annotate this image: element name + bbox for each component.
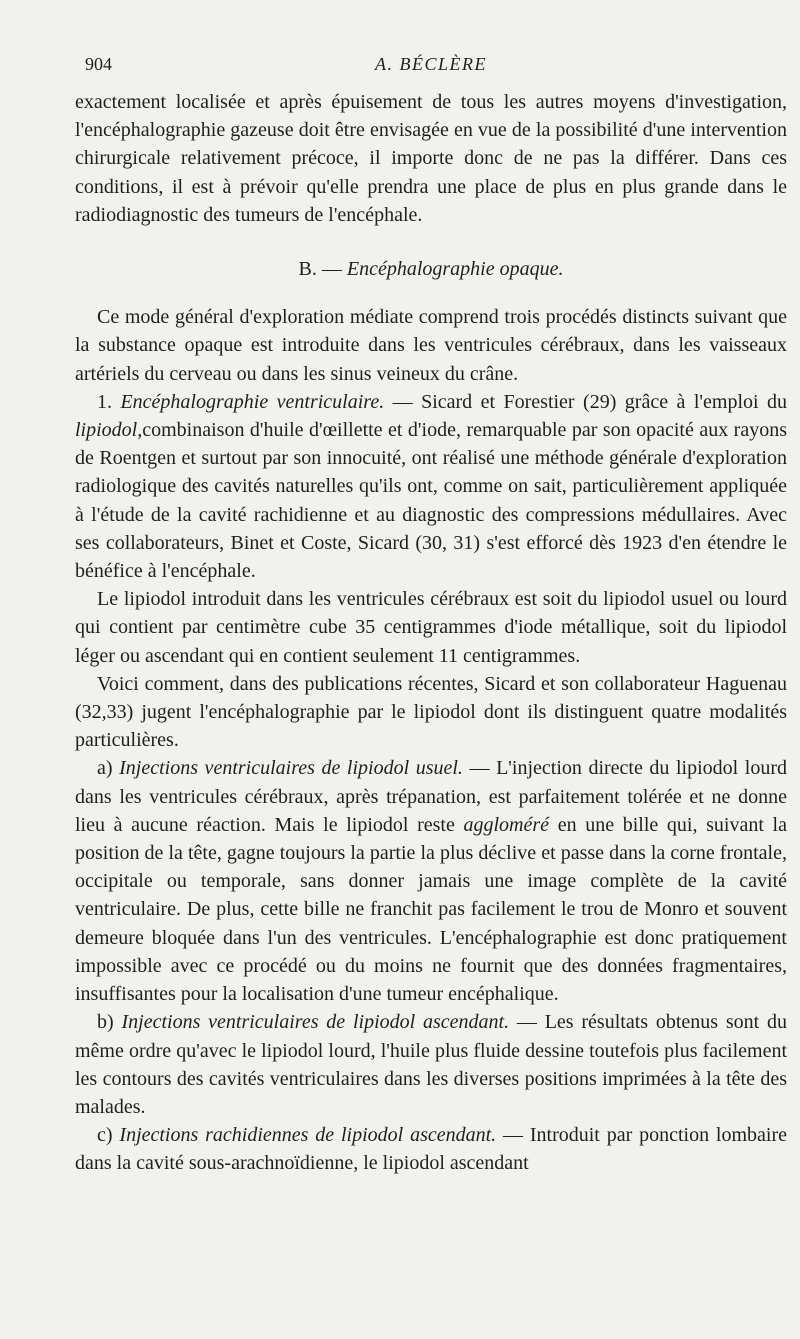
- item-title: Injections ventriculaires de lipiodol ascendant.: [121, 1011, 510, 1034]
- paragraph-text: combinaison d'huile d'œillette et d'iode, remarquable par son opacité aux rayons de Roentgen et surtout par son innocuité, ont réalisé une méthode générale d'exploration radiologique des cavités naturelles qu'ils ont, comme on sait, particulièrement appliquée à l'étude de la cavité rachidienne et au diagnostic des compressions médullaires. Avec ses collaborateurs, Binet et Coste, Sicard (30, 31) s'est efforcé dès 1923 d'en étendre le bénéfice à l'encéphale.: [75, 419, 787, 583]
- paragraph-item-b: [75, 1008, 787, 1121]
- paragraph-item-a: [75, 754, 787, 1008]
- paragraph-lipiodol: Le lipiodol introduit dans les ventricules cérébraux est soit du lipiodol usuel ou lourd qui contient par centimètre cube 35 centigrammes d'iode métallique, soit du lipiodol léger ou ascendant qui en contient seulement 11 centigrammes.: [75, 588, 787, 667]
- item-title: Injections ventriculaires de lipiodol usuel.: [119, 757, 463, 780]
- item-label: a): [97, 757, 113, 780]
- item-label: b): [97, 1011, 114, 1034]
- paragraph-intro: Ce mode général d'exploration médiate comprend trois procédés distincts suivant que la substance opaque est introduite dans les ventricules cérébraux, dans les vaisseaux artériels du cerveau ou dans les sinus veineux du crâne.: [75, 306, 787, 385]
- paragraph-item-c: [75, 1121, 787, 1177]
- paragraph-text: — Les résultats obtenus sont du même ordre qu'avec le lipiodol lourd, l'huile plus fluide dessine toutefois plus facilement les contours des cavités ventriculaires dans les diverses positions imprimées à la tête des malades.: [75, 1011, 788, 1118]
- subsection-label: 1.: [97, 390, 112, 413]
- paragraph-text: — Introduit par ponction lombaire dans la cavité sous-arachnoïdienne, le lipiodol ascendant: [75, 1124, 788, 1175]
- subsection-title: Encéphalographie ventriculaire.: [120, 390, 385, 413]
- book-page: [75, 48, 787, 1178]
- italic-term: lipiodol,: [75, 419, 143, 442]
- paragraph-modalities: Voici comment, dans des publications récentes, Sicard et son collaborateur Haguenau (32,33) jugent l'encéphalographie par le lipiodol dont ils distinguent quatre modalités particulières.: [75, 672, 787, 752]
- body-text: [75, 88, 787, 1178]
- paragraph-text: — L'injection directe du lipiodol lourd dans les ventricules cérébraux, après trépanation, est parfaitement tolérée et ne donne lieu à aucune réaction. Mais le lipiodol reste: [75, 757, 788, 836]
- item-title: Injections rachidiennes de lipiodol ascendant.: [119, 1124, 497, 1147]
- paragraph-continuation: exactement localisée et après épuisement de tous les autres moyens d'investigation, l'encéphalographie gazeuse doit être envisagée en vue de la possibilité d'une intervention chirurgicale relativement précoce, il importe donc de ne pas la différer. Dans ces conditions, il est à prévoir qu'elle prendra une place de plus en plus grande dans le radiodiagnostic des tumeurs de l'encéphale.: [75, 91, 787, 226]
- page-header: [75, 48, 787, 80]
- section-label: B. —: [298, 258, 342, 281]
- item-label: c): [97, 1124, 113, 1147]
- section-heading: [75, 255, 787, 283]
- paragraph-text: en une bille qui, suivant la position de la tête, gagne toujours la partie la plus déclive et passe dans la corne frontale, occipitale ou temporale, sans donner jamais une image complète de la cavité ventriculaire. De plus, cette bille ne franchit pas facilement le trou de Monro et souvent demeure bloquée dans l'un des ventricules. L'encéphalographie est donc pratiquement impossible avec ce procédé ou du moins ne fournit que des données fragmentaires, insuffisantes pour la localisation d'une tumeur encéphalique.: [75, 813, 787, 1006]
- paragraph-text: — Sicard et Forestier (29) grâce à l'emploi du: [384, 390, 787, 413]
- running-head: A. BÉCLÈRE: [375, 54, 487, 74]
- paragraph-ventricular: [75, 388, 787, 585]
- italic-term: aggloméré: [463, 813, 550, 836]
- section-title: Encéphalographie opaque.: [346, 258, 564, 281]
- page-number: 904: [85, 54, 112, 74]
